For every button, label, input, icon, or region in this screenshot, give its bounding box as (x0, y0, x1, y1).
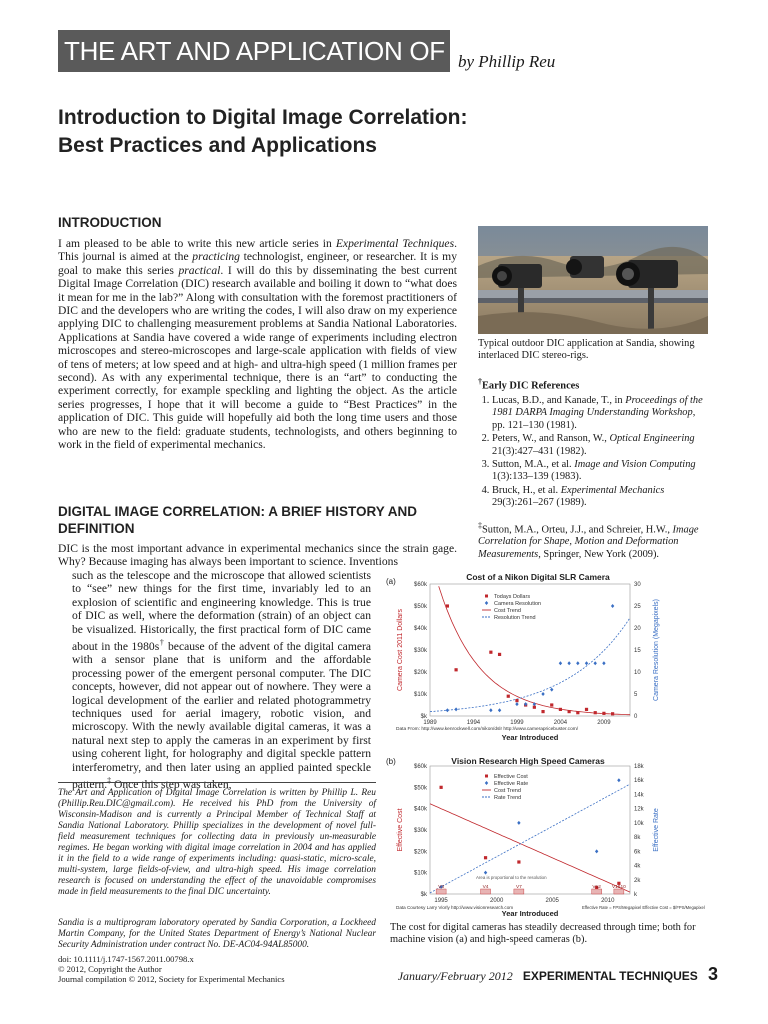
y2-tick-label: 2k (634, 877, 641, 884)
page-number: 3 (707, 964, 718, 984)
chart-b-title: Vision Research High Speed Cameras (451, 756, 605, 766)
compilation: Journal compilation © 2012, Society for Experimental Mechanics (58, 974, 285, 984)
cost-point (454, 668, 457, 671)
legend-label: Rate Trend (494, 795, 522, 801)
chart-a-source: Data From: http://www.kenrockwell.com/nikon/dslr http://www.camerapricebuster.com/ (396, 727, 579, 732)
resolution-point (515, 702, 518, 706)
copyright: © 2012, Copyright the Author (58, 964, 162, 974)
legend-swatch (485, 601, 488, 605)
chart-a-ylabel: Camera Cost 2011 Dollars (397, 609, 404, 691)
x-tick-label: 2009 (597, 720, 611, 726)
cost-point (550, 703, 553, 706)
resolution-point (602, 661, 605, 665)
reference-item: 3. Sutton, M.A., et al. Image and Vision Computing 1(3):133–139 (1983). (492, 459, 710, 484)
resolution-point (541, 692, 544, 696)
x-tick-label: 2010 (601, 898, 615, 904)
chart-b-xlabel: Year Introduced (501, 909, 559, 918)
camera-label: V12 (592, 885, 601, 890)
y2-tick-label: 6k (634, 849, 641, 856)
footer-journal: EXPERIMENTAL TECHNIQUES (522, 969, 698, 983)
y2-tick-label: k (634, 892, 637, 898)
cost-point (602, 712, 605, 715)
cost-point (568, 710, 571, 713)
y-tick-label: $60k (413, 764, 427, 770)
series-banner: THE ART AND APPLICATION OF DIC (58, 30, 450, 72)
cost-point (611, 712, 614, 715)
sandia-note: Sandia is a multiprogram laboratory operated by Sandia Corporation, a Lockheed Martin Company, for the United States Department of Energy’s National Nuclear Security Administration under contract No. DE-AC04-94AL85000. (58, 918, 376, 950)
author-note-rule (58, 782, 376, 783)
camera-label: V3 (438, 885, 445, 890)
resolution-point (454, 707, 457, 711)
cost-point (484, 856, 487, 859)
y2-tick-label: 16k (634, 778, 644, 785)
camera-label: V7 (515, 885, 522, 890)
chart-a-xlabel: Year Introduced (501, 733, 559, 742)
photo-caption: Typical outdoor DIC application at Sandia, showing interlaced DIC stereo-rigs. (478, 338, 695, 361)
chart-b (384, 752, 705, 918)
cost-point (517, 860, 520, 863)
early-references (478, 376, 710, 561)
cost-point (559, 708, 562, 711)
y2-tick-label: 0 (634, 714, 638, 720)
y-tick-label: $60k (413, 582, 427, 588)
y-tick-label: $k (420, 714, 427, 720)
resolution-point (489, 708, 492, 712)
intro-heading: INTRODUCTION (58, 215, 162, 230)
history-paragraph-wrap: such as the telescope and the microscope that allowed scientists to “see” new things for the first time, invariably led to an explosion of scientific and engineering knowledge. This is true of DIC as well, where the deformation (strain) of an object can be visualized. Historically, the first practical form of DIC came about in the 1980s† because of the advent of the digital camera with a sensor plane that is uniform and the affordable processing power of the emergent personal computer. The DIC concepts, however, did not appear out of nowhere. They were a logical development of the earlier and related photogrammetry techniques used for aerial imagery, robotic vision, and microscopy. With the newly available digital cameras, it was a natural next step to apply the cameras in an experiment by first using coherent light, for holography and digital speckle pattern interferometry, and then later using an applied painted speckle pattern.‡ Once this step was taken, (72, 569, 372, 791)
history-paragraph-top: DIC is the most important advance in experimental mechanics since the strain gage. Why? Because imaging has always been important to science. Inventions (58, 542, 457, 569)
chart-b-panel-label: (b) (386, 757, 396, 766)
chart-a-y2label: Camera Resolution (Megapixels) (653, 599, 660, 701)
camera-label: V1610 (611, 885, 626, 890)
cost-point (585, 708, 588, 711)
y-tick-label: $50k (413, 785, 427, 792)
legend-swatch (485, 781, 488, 785)
resolution-point (446, 708, 449, 712)
chart-b-area-note: Area is proportional to the resolution (476, 875, 547, 880)
resolution-point (594, 661, 597, 665)
y-tick-label: $30k (413, 648, 427, 654)
publication-info (58, 954, 376, 984)
y-tick-label: $40k (413, 626, 427, 632)
y2-tick-label: 5 (634, 692, 638, 698)
resolution-point (498, 708, 501, 712)
resolution-trend-line (430, 618, 630, 712)
resolution-point (576, 661, 579, 665)
chart-a-panel-label: (a) (386, 577, 396, 586)
y2-tick-label: 30 (634, 582, 641, 588)
reference-item: 1. Lucas, B.D., and Kanade, T., in Proceedings of the 1981 DARPA Imaging Understanding Workshop, pp. 121–130 (1981). (492, 395, 710, 432)
author-byline: by Phillip Reu (458, 52, 556, 71)
y2-tick-label: 12k (634, 806, 644, 813)
chart-b-legend (482, 774, 528, 801)
y2-tick-label: 10 (634, 670, 641, 676)
footer-issue: January/February 2012 (397, 969, 513, 983)
camera-label: V4 (482, 885, 489, 890)
history-heading: DIGITAL IMAGE CORRELATION: A BRIEF HISTORY AND DEFINITION (58, 504, 418, 536)
cost-point (498, 653, 501, 656)
cost-point (489, 651, 492, 654)
cost-point (541, 710, 544, 713)
y2-tick-label: 25 (634, 604, 641, 610)
y-tick-label: $40k (413, 806, 427, 813)
resolution-point (550, 688, 553, 692)
chart-b-definitions: Effective Rate = FPS/Megapixel Effective Cost = $/FPS/Megapixel (582, 905, 705, 910)
resolution-point (595, 849, 598, 853)
x-tick-label: 1989 (423, 720, 437, 726)
legend-label: Cost Trend (494, 608, 521, 614)
y2-tick-label: 15 (634, 648, 641, 654)
cost-point (576, 711, 579, 714)
x-tick-label: 1999 (510, 720, 524, 726)
x-tick-label: 2000 (489, 898, 504, 904)
y2-tick-label: 14k (634, 792, 644, 799)
chart-b-y2label: Effective Rate (653, 808, 660, 852)
reference-item: 4. Bruck, H., et al. Experimental Mechanics 29(3):261–267 (1989). (492, 485, 710, 510)
y-tick-label: $k (420, 892, 427, 898)
intro-paragraph: I am pleased to be able to write this new article series in Experimental Techniques. This journal is aimed at the practicing technologist, engineer, or researcher. It is my goal to make this series practical. I will do this by disseminating the best current Digital Image Correlation (DIC) research available and boiling it down to “what does it mean for me in the lab?” Along with consultation with the foremost practitioners of DIC and the developers who are writing the codes, I will also draw on my experience applying DIC to challenging measurement problems at Sandia National Laboratories. Applications at Sandia have covered a wide range of experiments including electron microscopes and stereo-microscopes and large-scale application with fields of view of tens of meters; at low speed and at high- and ultra-high speed (1 million frames per second). As with any experimental technique, there is an “art” to conducting the experiment correctly, for example speckling and lighting the object. As the article series progresses, I hope that it will become a guide to “Best Practices” in the application of DIC. This guide will hopefully aid both the long time users and those who are new to the field: graduate students, technologists, and others beginning to work in the field of experimental mechanics. (58, 237, 457, 452)
cost-point (507, 695, 510, 698)
chart-b-source: Data Courtesy Larry Viorly http://www.visionresearch.com (396, 905, 514, 910)
book-reference: ‡Sutton, M.A., Orteu, J.J., and Schreier, H.W., Image Correlation for Shape, Motion and Deformation Measurements, Springer, New York (2009). (478, 520, 699, 560)
resolution-point (517, 821, 520, 825)
resolution-point (617, 778, 620, 782)
y-tick-label: $20k (413, 849, 427, 856)
x-tick-label: 1995 (434, 898, 448, 904)
legend-label: Effective Rate (494, 781, 529, 787)
chart-a-title: Cost of a Nikon Digital SLR Camera (466, 572, 610, 582)
article-title: Introduction to Digital Image Correlation: Best Practices and Applications (58, 106, 468, 157)
doi: doi: 10.1111/j.1747-1567.2011.00798.x (58, 954, 194, 964)
figure-caption: The cost for digital cameras has steadily decreased through time; both for machine vision (a) and high-speed cameras (b). (390, 922, 696, 945)
y-tick-label: $10k (413, 692, 427, 698)
y-tick-label: $50k (413, 604, 427, 610)
resolution-point (585, 661, 588, 665)
legend-label: Camera Resolution (494, 601, 542, 607)
y2-tick-label: 10k (634, 820, 644, 827)
y-tick-label: $20k (413, 670, 427, 676)
resolution-point (559, 661, 562, 665)
legend-label: Cost Trend (494, 788, 521, 794)
legend-label: Resolution Trend (494, 615, 536, 621)
y2-tick-label: 4k (634, 863, 641, 870)
cost-point (594, 711, 597, 714)
cost-point (446, 604, 449, 607)
legend-swatch (485, 775, 488, 778)
resolution-point (611, 604, 614, 608)
resolution-point (567, 661, 570, 665)
x-tick-label: 1994 (466, 720, 481, 726)
chart-b-ylabel: Effective Cost (397, 808, 404, 852)
reference-item: 2. Peters, W., and Ranson, W., Optical Engineering 21(3):427–431 (1982). (492, 433, 710, 458)
y-tick-label: $10k (413, 870, 427, 877)
outdoor-dic-photo (478, 226, 708, 334)
legend-label: Effective Cost (494, 774, 528, 780)
chart-a (384, 570, 684, 748)
chart-a-legend (482, 594, 541, 621)
early-refs-heading: †Early DIC References (478, 377, 580, 392)
page-footer (388, 964, 718, 985)
y2-tick-label: 20 (634, 626, 641, 632)
y2-tick-label: 8k (634, 835, 641, 842)
y2-tick-label: 18k (634, 764, 644, 770)
legend-swatch (485, 595, 488, 598)
cost-point (515, 699, 518, 702)
x-tick-label: 2004 (553, 720, 568, 726)
x-tick-label: 2005 (545, 898, 559, 904)
y-tick-label: $30k (413, 828, 427, 834)
legend-label: Todays Dollars (494, 594, 531, 600)
cost-point (440, 786, 443, 789)
author-bio: The Art and Application of Digital Image Correlation is written by Phillip L. Reu (Phillip.Reu.DIC@gmail.com). He received his PhD from the University of Wisconsin-Madison and is currently a Principal Member of Technical Staff at Sandia National Laboratory. Phillip specializes in the development of novel full-field measurement techniques for collecting data in previously un-measurable regimes. He began working with digital image correlation in 2004 and has applied it in the field to a wide range of experiments including: quasi-static, micro-scale, multi-system, large fields-of-view, and ultra-high speed. His image correlation research is focused on understanding the effect of the unavoidable compromises made in field measurements to the final DIC uncertainty. (58, 788, 376, 897)
